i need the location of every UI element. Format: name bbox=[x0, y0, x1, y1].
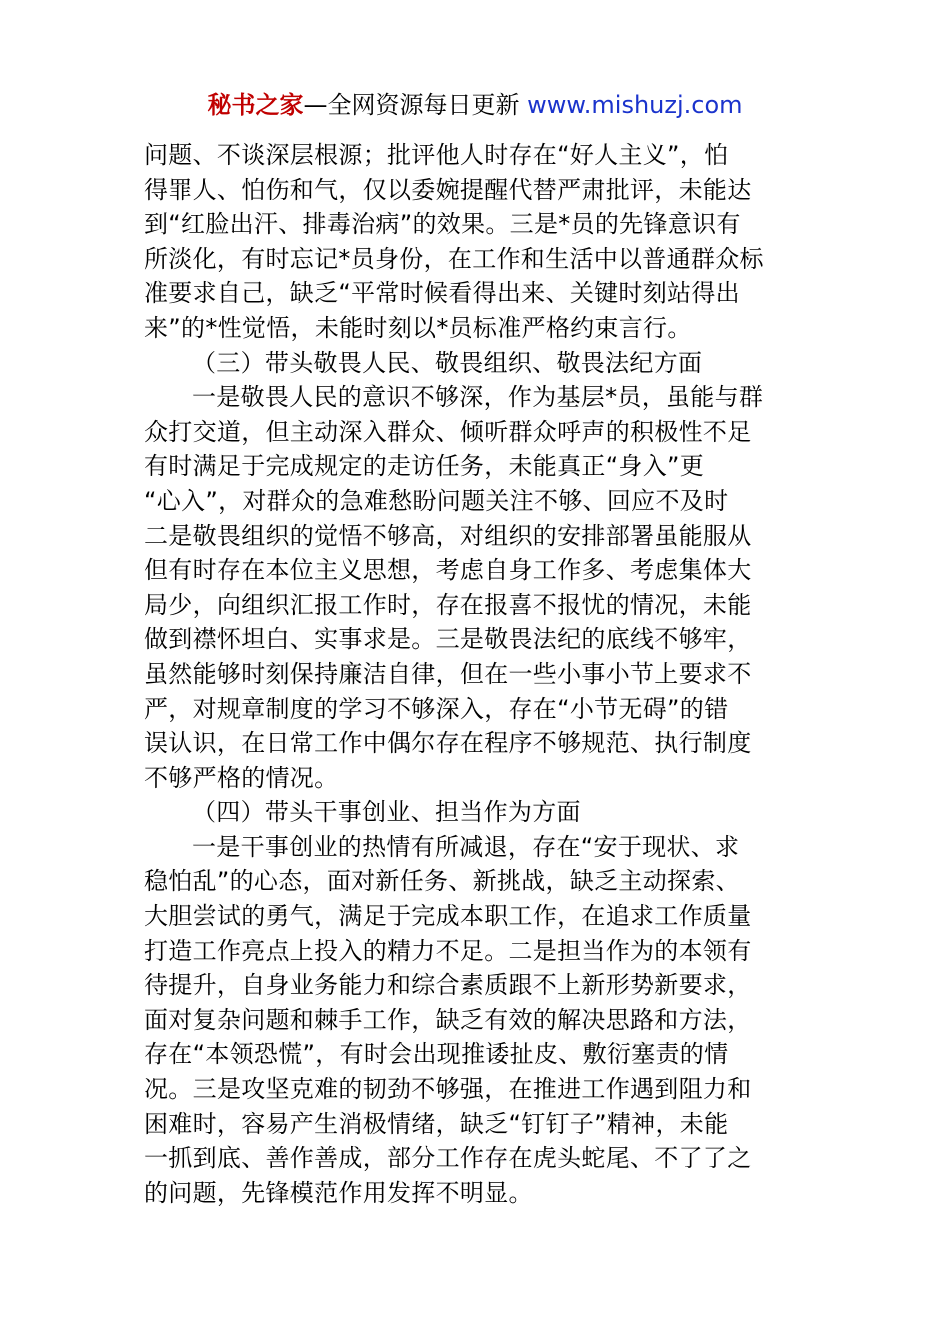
text-line: 稳怕乱”的心态，面对新任务、新挑战，缺乏主动探索、 bbox=[144, 867, 740, 896]
text-line: 的问题，先锋模范作用发挥不明显。 bbox=[144, 1178, 533, 1207]
text-line: 问题、不谈深层根源；批评他人时存在“好人主义”，怕 bbox=[144, 141, 729, 169]
text-line: 虽然能够时刻保持廉洁自律，但在一些小事小节上要求不 bbox=[144, 659, 752, 688]
text-line: 一抓到底、善作善成，部分工作存在虎头蛇尾、不了了之 bbox=[144, 1144, 752, 1173]
text-line: “心入”，对群众的急难愁盼问题关注不够、回应不及时 bbox=[144, 486, 729, 515]
text-line: 面对复杂问题和棘手工作，缺乏有效的解决思路和方法， bbox=[144, 1005, 752, 1034]
text-line: 局少，向组织汇报工作时，存在报喜不报忧的情况，未能 bbox=[144, 590, 752, 619]
brand-name: 秘书之家 bbox=[207, 91, 304, 119]
page-header bbox=[0, 88, 950, 122]
paragraph-first-line: 一是敬畏人民的意识不够深，作为基层*员，虽能与群 bbox=[192, 383, 764, 412]
paragraph-first-line: 一是干事创业的热情有所减退，存在“安于现状、求 bbox=[192, 832, 740, 861]
text-line: 严，对规章制度的学习不够深入，存在“小节无碍”的错 bbox=[144, 694, 729, 723]
website-link[interactable]: www.mishuzj.com bbox=[527, 91, 743, 119]
text-line: 众打交道，但主动深入群众、倾听群众呼声的积极性不足 bbox=[144, 417, 752, 446]
text-line: 到“红脸出汗、排毒治病”的效果。三是*员的先锋意识有 bbox=[144, 210, 741, 239]
text-line: 做到襟怀坦白、实事求是。三是敬畏法纪的底线不够牢， bbox=[144, 625, 752, 654]
text-line: 存在“本领恐慌”，有时会出现推诿扯皮、敷衍塞责的情 bbox=[144, 1040, 729, 1069]
section-heading: （三）带头敬畏人民、敬畏组织、敬畏法纪方面 bbox=[192, 348, 703, 377]
header-tagline: —全网资源每日更新 bbox=[303, 91, 528, 119]
text-line: 打造工作亮点上投入的精力不足。二是担当作为的本领有 bbox=[144, 936, 752, 965]
text-line: 况。三是攻坚克难的韧劲不够强，在推进工作遇到阻力和 bbox=[144, 1075, 752, 1104]
text-line: 待提升，自身业务能力和综合素质跟不上新形势新要求， bbox=[144, 971, 752, 1000]
document-body bbox=[144, 138, 808, 1210]
text-line: 来”的*性觉悟，未能时刻以*员标准严格约束言行。 bbox=[144, 313, 692, 342]
text-line: 误认识，在日常工作中偶尔存在程序不够规范、执行制度 bbox=[144, 729, 752, 758]
text-line: 有时满足于完成规定的走访任务，未能真正“身入”更 bbox=[144, 452, 705, 481]
text-line: 困难时，容易产生消极情绪，缺乏“钉钉子”精神，未能 bbox=[144, 1109, 729, 1138]
text-line: 所淡化，有时忘记*员身份，在工作和生活中以普通群众标 bbox=[144, 244, 764, 273]
text-line: 得罪人、怕伤和气，仅以委婉提醒代替严肃批评，未能达 bbox=[144, 175, 752, 204]
text-line: 准要求自己，缺乏“平常时候看得出来、关键时刻站得出 bbox=[144, 279, 740, 308]
text-line: 二是敬畏组织的觉悟不够高，对组织的安排部署虽能服从 bbox=[144, 521, 752, 550]
text-line: 但有时存在本位主义思想，考虑自身工作多、考虑集体大 bbox=[144, 556, 752, 585]
text-line: 大胆尝试的勇气，满足于完成本职工作，在追求工作质量 bbox=[144, 902, 752, 931]
section-heading: （四）带头干事创业、担当作为方面 bbox=[192, 798, 581, 827]
text-line: 不够严格的情况。 bbox=[144, 763, 339, 792]
